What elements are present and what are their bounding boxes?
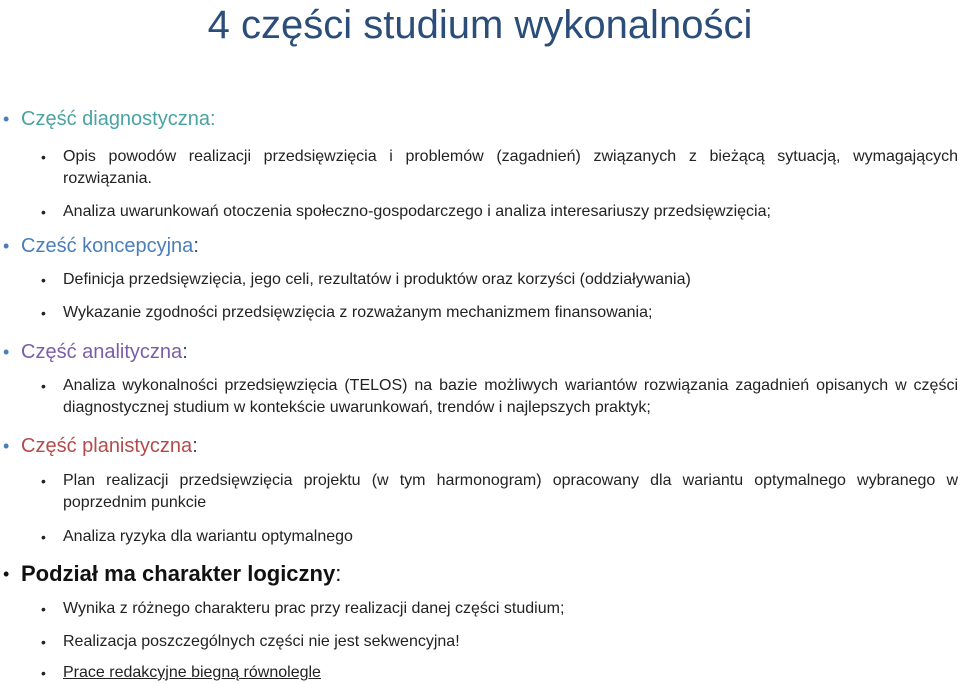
bullet-icon: • [3, 342, 10, 362]
heading-text: Część planistyczna [21, 435, 193, 457]
heading-text: Podział ma charakter logiczny [21, 561, 336, 586]
bullet-icon: • [41, 601, 46, 617]
bullet-icon: • [41, 634, 46, 650]
item-text-link[interactable]: Prace redakcyjne biegną równolegle [63, 664, 321, 681]
bullet-icon: • [3, 236, 10, 256]
heading-colon: : [193, 235, 199, 257]
heading-text: Część diagnostyczna: [21, 108, 216, 130]
bullet-icon: • [41, 204, 46, 220]
heading-text: Cześć koncepcyjna [21, 235, 194, 257]
heading-colon: : [182, 341, 188, 363]
list-item [0, 375, 960, 419]
item-text: Wykazanie zgodności przedsięwzięcia z rozważanym mechanizmem finansowania; [63, 304, 653, 321]
section-heading [0, 560, 960, 588]
section-heading [0, 233, 960, 259]
list-item [0, 526, 960, 548]
bullet-icon: • [41, 378, 46, 394]
list-item [0, 269, 960, 291]
item-text: Realizacja poszczególnych części nie jest sekwencyjna! [63, 633, 460, 650]
section-heading [0, 339, 960, 365]
item-text: Opis powodów realizacji przedsięwzięcia i problemów (zagadnień) związanych z bieżącą sytuacją, wymagających rozwiązania. [63, 148, 958, 187]
bullet-icon: • [41, 473, 46, 489]
item-text: Plan realizacji przedsięwzięcia projektu (w tym harmonogram) opracowany dla wariantu optymalnego wybranego w poprzednim punkcie [63, 472, 958, 511]
list-item [0, 146, 960, 190]
section-logical [0, 560, 960, 588]
section-planning [0, 433, 960, 459]
list-item [0, 302, 960, 324]
section-heading [0, 106, 960, 132]
slide-title: 4 części studium wykonalności [207, 3, 753, 47]
list-item [0, 598, 960, 620]
bullet-icon: • [3, 109, 10, 129]
bullet-icon: • [3, 564, 10, 584]
list-item [0, 201, 960, 223]
section-analytic [0, 339, 960, 365]
bullet-icon: • [3, 436, 10, 456]
section-concept [0, 233, 960, 259]
list-item [0, 631, 960, 653]
list-item [0, 470, 960, 514]
bullet-icon: • [41, 305, 46, 321]
item-text: Analiza wykonalności przedsięwzięcia (TELOS) na bazie możliwych wariantów rozwiązania zagadnień opisanych w części diagnostycznej studium w kontekście uwarunkowań, trendów i najlepszych praktyk; [63, 377, 958, 416]
bullet-icon: • [41, 272, 46, 288]
list-item [0, 662, 960, 684]
item-text: Definicja przedsięwzięcia, jego celi, rezultatów i produktów oraz korzyści (oddziaływania) [63, 271, 691, 288]
item-text: Analiza ryzyka dla wariantu optymalnego [63, 528, 353, 545]
section-diagnostic [0, 106, 960, 132]
bullet-icon: • [41, 529, 46, 545]
bullet-icon: • [41, 149, 46, 165]
heading-text: Część analityczna [21, 341, 183, 363]
heading-colon: : [192, 435, 198, 457]
section-heading [0, 433, 960, 459]
item-text: Wynika z różnego charakteru prac przy realizacji danej części studium; [63, 600, 565, 617]
item-text: Analiza uwarunkowań otoczenia społeczno-gospodarczego i analiza interesariuszy przedsięwzięcia; [63, 203, 771, 220]
heading-colon: : [335, 561, 342, 586]
bullet-icon: • [41, 665, 46, 681]
